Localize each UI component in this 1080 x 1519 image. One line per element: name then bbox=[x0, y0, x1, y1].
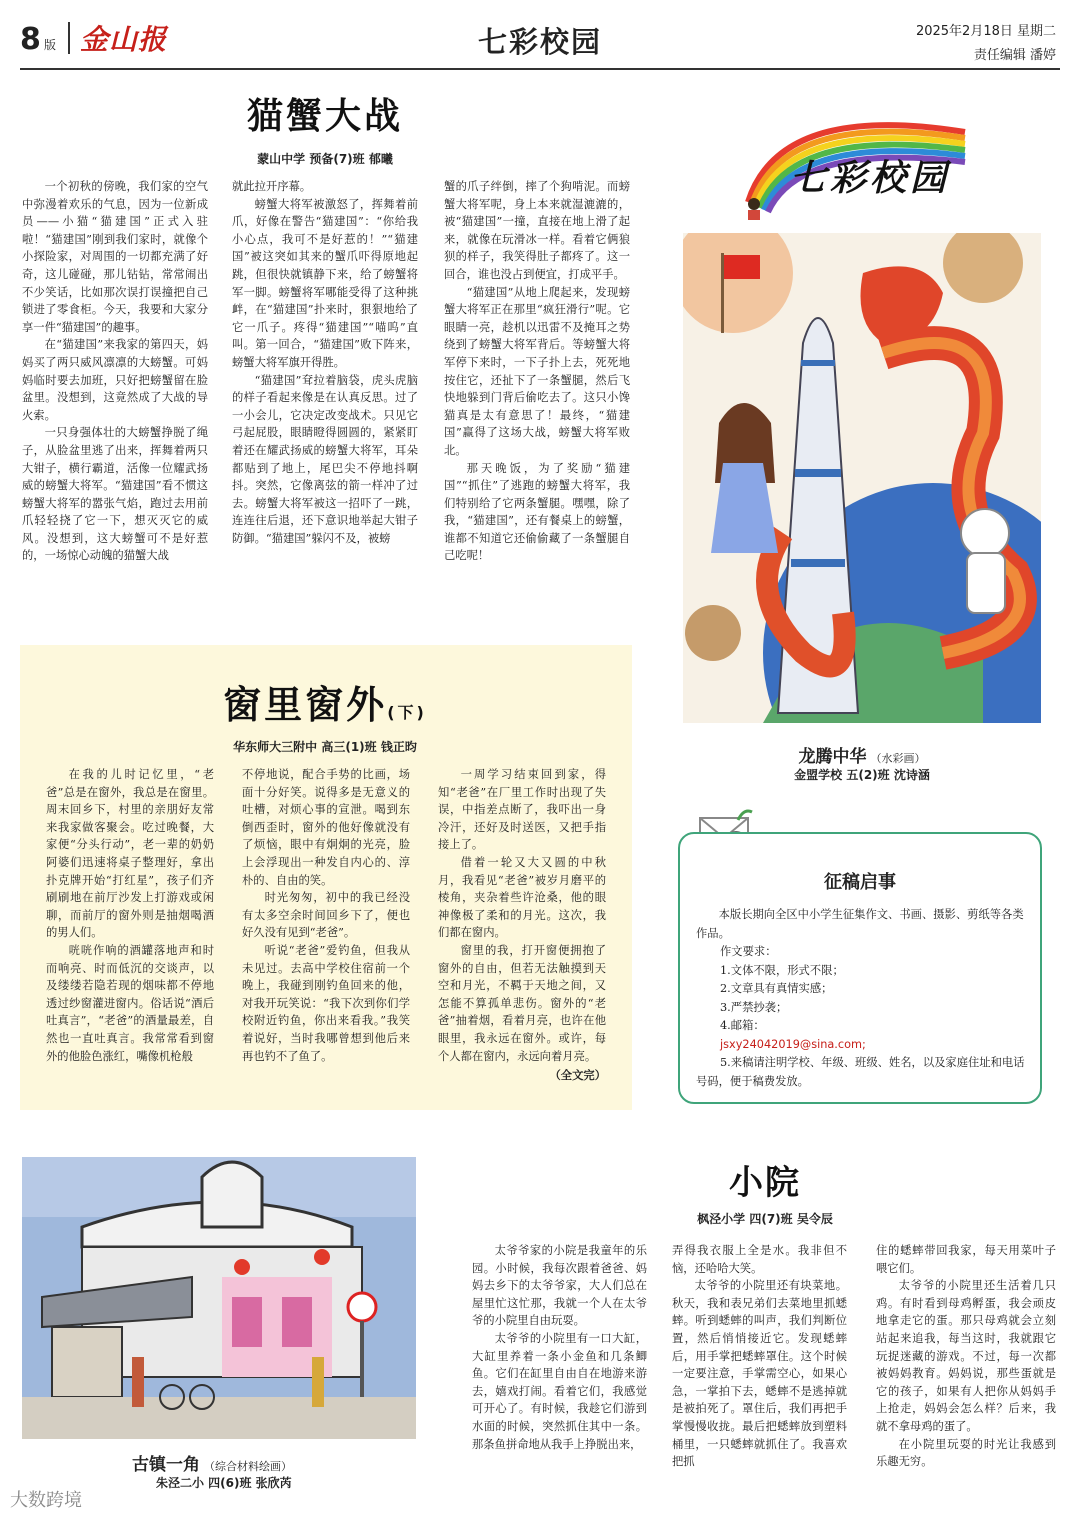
paragraph: “猫建国”耷拉着脑袋，虎头虎脑的样子看起来像是在认真反思。过了一小会儿，它决定改变战术。只见它弓起屁股，眼睛瞪得圆圆的，紧紧盯着还在耀武扬威的螃蟹大将军，耳朵都贴到了地上，尾巴尖不停地抖啊抖。突然，它像离弦的箭一样冲了过去。螃蟹大将军被这一招吓了一跳，连连往后退，还下意识地举起大钳子防御。“猫建国”躲闪不及，被螃 bbox=[232, 373, 418, 545]
paragraph: 在我的儿时记忆里，“老爸”总是在窗外，我总是在窗里。周末回乡下，村里的亲朋好友常来我家做客聚会。吃过晚餐，大家便“分头行动”，老一辈的奶奶阿婆们迅速将桌子整理好，拿出扑克牌开始“打红星”，孩子们齐刷刷地在前厅沙发上打游戏或闲聊，而前厅的窗外则是抽烟喝酒的男人们。 bbox=[46, 768, 214, 940]
paragraph: 太爷爷的小院里还有块菜地。秋天，我和表兄弟们去菜地里抓蟋蟀。听到蟋蟀的叫声，我们判断位置，然后悄悄接近它。发现蟋蟀后，用手掌把蟋蟀罩住。这个时候一定要注意，手掌需空心，如果心急，一掌拍下去，蟋蟀不是逃掉就是被拍死了。罩住后，我们再把手掌慢慢收拢。最后把蟋蟀放到塑料桶里，一只蟋蟀就抓住了。我喜欢把抓 bbox=[672, 1279, 847, 1469]
notice-item: 2.文章具有真情实感； bbox=[720, 982, 833, 995]
issue-date: 2025年2月18日 星期二 bbox=[915, 24, 1056, 39]
article2-title-line bbox=[180, 674, 470, 729]
paragraph: 窗里的我，打开窗便拥抱了窗外的自由，但若无法触摸到天空和月光，不羁于天地之间，又怎能不算孤单悲伤。窗外的“老爸”抽着烟，看着月亮，也许在他眼里，我永远在窗外。或许，每个人都在窗内，永远向着月亮。 bbox=[438, 943, 606, 1063]
artwork2-title: 古镇一角 bbox=[132, 1455, 200, 1475]
paragraph: 听说“老爸”爱钓鱼，但我从未见过。去高中学校住宿前一个晚上，我碰到刚钓鱼回来的他，对我开玩笑说：“我下次到你们学校附近钓鱼，你出来看我。”我笑着说好，当时我哪曾想到他后来再也钓不了鱼了。 bbox=[242, 943, 410, 1063]
dragon-rocket-illustration-icon bbox=[683, 233, 1041, 723]
article1-col1 bbox=[22, 178, 208, 565]
artwork2-medium: （综合材料绘画） bbox=[204, 1460, 292, 1473]
page-header bbox=[0, 0, 1080, 72]
notice-item: 3.严禁抄袭； bbox=[720, 1000, 788, 1014]
notice-body bbox=[696, 906, 1032, 1091]
artwork-dragon-painting bbox=[683, 233, 1041, 723]
header-divider bbox=[68, 22, 70, 54]
paragraph: 住的蟋蟀带回我家，每天用菜叶子喂它们。 bbox=[876, 1244, 1056, 1275]
artwork2-byline: 朱泾二小 四(6)班 张欣芮 bbox=[156, 1476, 292, 1490]
article1-col2 bbox=[232, 178, 418, 547]
article3-col1 bbox=[472, 1242, 647, 1453]
paragraph: 太爷爷家的小院是我童年的乐园。小时候，我每次跟着爸爸、妈妈去乡下的太爷爷家，大人们总在屋里忙这忙那，我就一个人在太爷爷的小院里自由玩耍。 bbox=[472, 1244, 647, 1328]
paragraph: 就此拉开序幕。 bbox=[232, 180, 312, 193]
page-unit: 版 bbox=[44, 38, 57, 52]
article3-title: 小院 bbox=[729, 1163, 801, 1203]
paragraph: 在“猫建国”来我家的第四天，妈妈买了两只威风凛凛的大螃蟹。可妈妈临时要去加班，只好把螃蟹留在脸盆里。没想到，这竟然成了大战的导火索。 bbox=[22, 338, 208, 422]
article2-ending: （全文完） bbox=[549, 1068, 606, 1083]
notice-intro: 本版长期向全区中小学生征集作文、书画、摄影、剪纸等各类作品。 bbox=[696, 908, 1024, 940]
call-for-submissions-box bbox=[678, 832, 1042, 1104]
notice-req-label: 作文要求： bbox=[720, 945, 777, 958]
paragraph: 弄得我衣服上全是水。我非但不恼，还哈哈大笑。 bbox=[672, 1244, 847, 1275]
paragraph: 螃蟹大将军被激怒了，挥舞着前爪，好像在警告“猫建国”：“你给我小心点，我可不是好惹的！”“猫建国”被这突如其来的蟹爪吓得原地起跳，但很快就镇静下来，给了螃蟹将军一脚。螃蟹将军哪能受得了这种挑衅，在“猫建国”扑来时，狠狠地给了它一爪子。疼得“猫建国”“喵呜”直叫。第一回合，“猫建国”败下阵来，螃蟹大将军旗开得胜。 bbox=[232, 197, 418, 369]
paragraph: 一只身强体壮的大螃蟹挣脱了绳子，从脸盆里逃了出来，挥舞着两只大钳子，横行霸道，活像一位耀武扬威的螃蟹大将军。“猫建国”看不惯这螃蟹大将军的嚣张气焰，跑过去用前爪轻轻挠了它一下，想灭灭它的威风。没想到，这大螃蟹可不是好惹的，一场惊心动魄的猫蟹大战 bbox=[22, 426, 208, 563]
paragraph: 借着一轮又大又圆的中秋月，我看见“老爸”被岁月磨平的棱角，夹杂着些许沧桑，他的眼神像极了柔和的月光。这次，我们都在窗内。 bbox=[438, 855, 606, 940]
artwork1-medium: （水彩画） bbox=[870, 752, 926, 765]
artwork1-byline: 金盟学校 五(2)班 沈诗涵 bbox=[794, 768, 930, 782]
masthead-logo-text: 七彩校园 bbox=[789, 157, 950, 199]
editor-credit: 责任编辑 潘婷 bbox=[973, 48, 1056, 63]
article2-title: 窗里窗外 bbox=[223, 683, 388, 727]
article2-title-suffix: (下) bbox=[387, 703, 427, 722]
page-number: 8 bbox=[20, 22, 41, 57]
article2-col1 bbox=[46, 766, 214, 1065]
notice-item: 4.邮箱： bbox=[720, 1019, 765, 1032]
notice-item: 1.文体不限，形式不限； bbox=[720, 963, 844, 977]
watermark: 大数跨境 bbox=[10, 1490, 82, 1511]
artwork1-caption bbox=[683, 742, 1041, 767]
newspaper-logo: 金山报 bbox=[80, 23, 168, 56]
notice-item-5: 5.来稿请注明学校、年级、班级、姓名，以及家庭住址和电话号码，便于稿费发放。 bbox=[696, 1056, 1025, 1088]
paragraph: 一个初秋的傍晚，我们家的空气中弥漫着欢乐的气息，因为一位新成员——小猫“猫建国”正式入驻啦！“猫建国”刚到我们家时，就像个小探险家，对周围的一切都充满了好奇，这儿碰碰，那儿钻钻，常常闹出不少笑话，比如那次误打误撞把自己锁进了零食柜。今天，我要和大家分享一件“猫建国”的趣事。 bbox=[22, 180, 208, 334]
paragraph: 一周学习结束回到家，得知“老爸”在厂里工作时出现了失误，中指差点断了，我吓出一身冷汗，还好及时送医，又把手指接上了。 bbox=[438, 768, 606, 852]
article2-col2 bbox=[242, 766, 410, 1065]
header-rule bbox=[20, 68, 1060, 70]
notice-email-link[interactable]: jsxy24042019@sina.com; bbox=[720, 1037, 866, 1051]
paragraph: 太爷爷的小院里有一口大缸，大缸里养着一条小金鱼和几条鲫鱼。它们在缸里自由自在地游来游去，嬉戏打闹。看着它们，我感觉可开心了。有时候，我趁它们游到水面的时候，突然抓住其中一条。那条鱼拼命地从我手上挣脱出来， bbox=[472, 1331, 647, 1451]
paragraph: 在小院里玩耍的时光让我感到乐趣无穷。 bbox=[876, 1437, 1056, 1469]
section-title: 七彩校园 bbox=[477, 25, 602, 59]
paragraph: 蟹的爪子绊倒，摔了个狗啃泥。而螃蟹大将军呢，身上本来就湿漉漉的，被“猫建国”一撞，直接在地上滑了起来，就像在玩滑冰一样。看着它俩狼狈的样子，我笑得肚子都疼了。这一回合，谁也没占到便宜，打成平手。 bbox=[444, 180, 630, 281]
paragraph: 时光匆匆，初中的我已经没有太多空余时间回乡下了，便也好久没有见到“老爸”。 bbox=[242, 891, 410, 940]
article1-col3 bbox=[444, 178, 630, 565]
article1-title: 猫蟹大战 bbox=[246, 96, 403, 137]
article3-col2 bbox=[672, 1242, 847, 1471]
article1-byline: 蒙山中学 预备(7)班 郁曦 bbox=[257, 152, 393, 166]
article3-col3 bbox=[876, 1242, 1056, 1471]
artwork1-title: 龙腾中华 bbox=[798, 747, 867, 767]
paragraph: 不停地说，配合手势的比画，场面十分好笑。说得多是无意义的吐槽，对烦心事的宣泄。喝到东倒西歪时，窗外的他好像就没有了烦恼，眼中有炯炯的光亮，脸上会浮现出一种发自内心的、淳朴的、自由的笑。 bbox=[242, 768, 410, 887]
paragraph: 咣咣作响的酒罐落地声和时而响亮、时而低沉的交谈声，以及缕缕若隐若现的烟味都不停地透过纱窗灌进窗内。俗话说“酒后吐真言”，“老爸”的酒量最差，自然也一直吐真言。我常常看到窗外的他脸色涨红，嘴像机枪般 bbox=[46, 943, 214, 1063]
notice-title: 征稿启事 bbox=[824, 872, 896, 893]
paragraph: 太爷爷的小院里还生活着几只鸡。有时看到母鸡孵蛋，我会顽皮地拿走它的蛋。那只母鸡就会立刻站起来追我，每当这时，我就跟它玩捉迷藏的游戏。不过，每一次都被妈妈教育。妈妈说，那些蛋就是它的孩子，如果有人把你从妈妈手上抢走，妈妈会怎么样？后来，我就不拿母鸡的蛋了。 bbox=[876, 1279, 1056, 1433]
article2-col3 bbox=[438, 766, 606, 1085]
article2-byline: 华东师大三附中 高三(1)班 钱正昀 bbox=[233, 740, 417, 754]
paragraph: 那天晚饭，为了奖励“猫建国”“抓住”了逃跑的螃蟹大将军，我们特别给了它两条蟹腿。嘿嘿，除了我，“猫建国”，还有餐桌上的螃蟹，谁都不知道它还偷偷藏了一条蟹腿自己吃呢！ bbox=[444, 461, 630, 563]
paragraph: “猫建国”从地上爬起来，发现螃蟹大将军正在那里“疯狂滑行”呢。它眼睛一亮，趁机以迅雷不及掩耳之势绕到了螃蟹大将军背后。等螃蟹大将军停下来时，一下子扑上去，死死地按住它，还扯下了一条蟹腿，然后飞快地躲到门背后偷吃去了。这只小馋猫真是太有意思了！最终，“猫建国”赢得了这场大战，螃蟹大将军败北。 bbox=[444, 285, 630, 457]
artwork-ancient-town-painting bbox=[22, 1157, 416, 1439]
article3-byline: 枫泾小学 四(7)班 吴令辰 bbox=[697, 1212, 833, 1226]
artwork2-caption bbox=[22, 1450, 416, 1475]
ancient-town-illustration-icon bbox=[22, 1157, 416, 1439]
